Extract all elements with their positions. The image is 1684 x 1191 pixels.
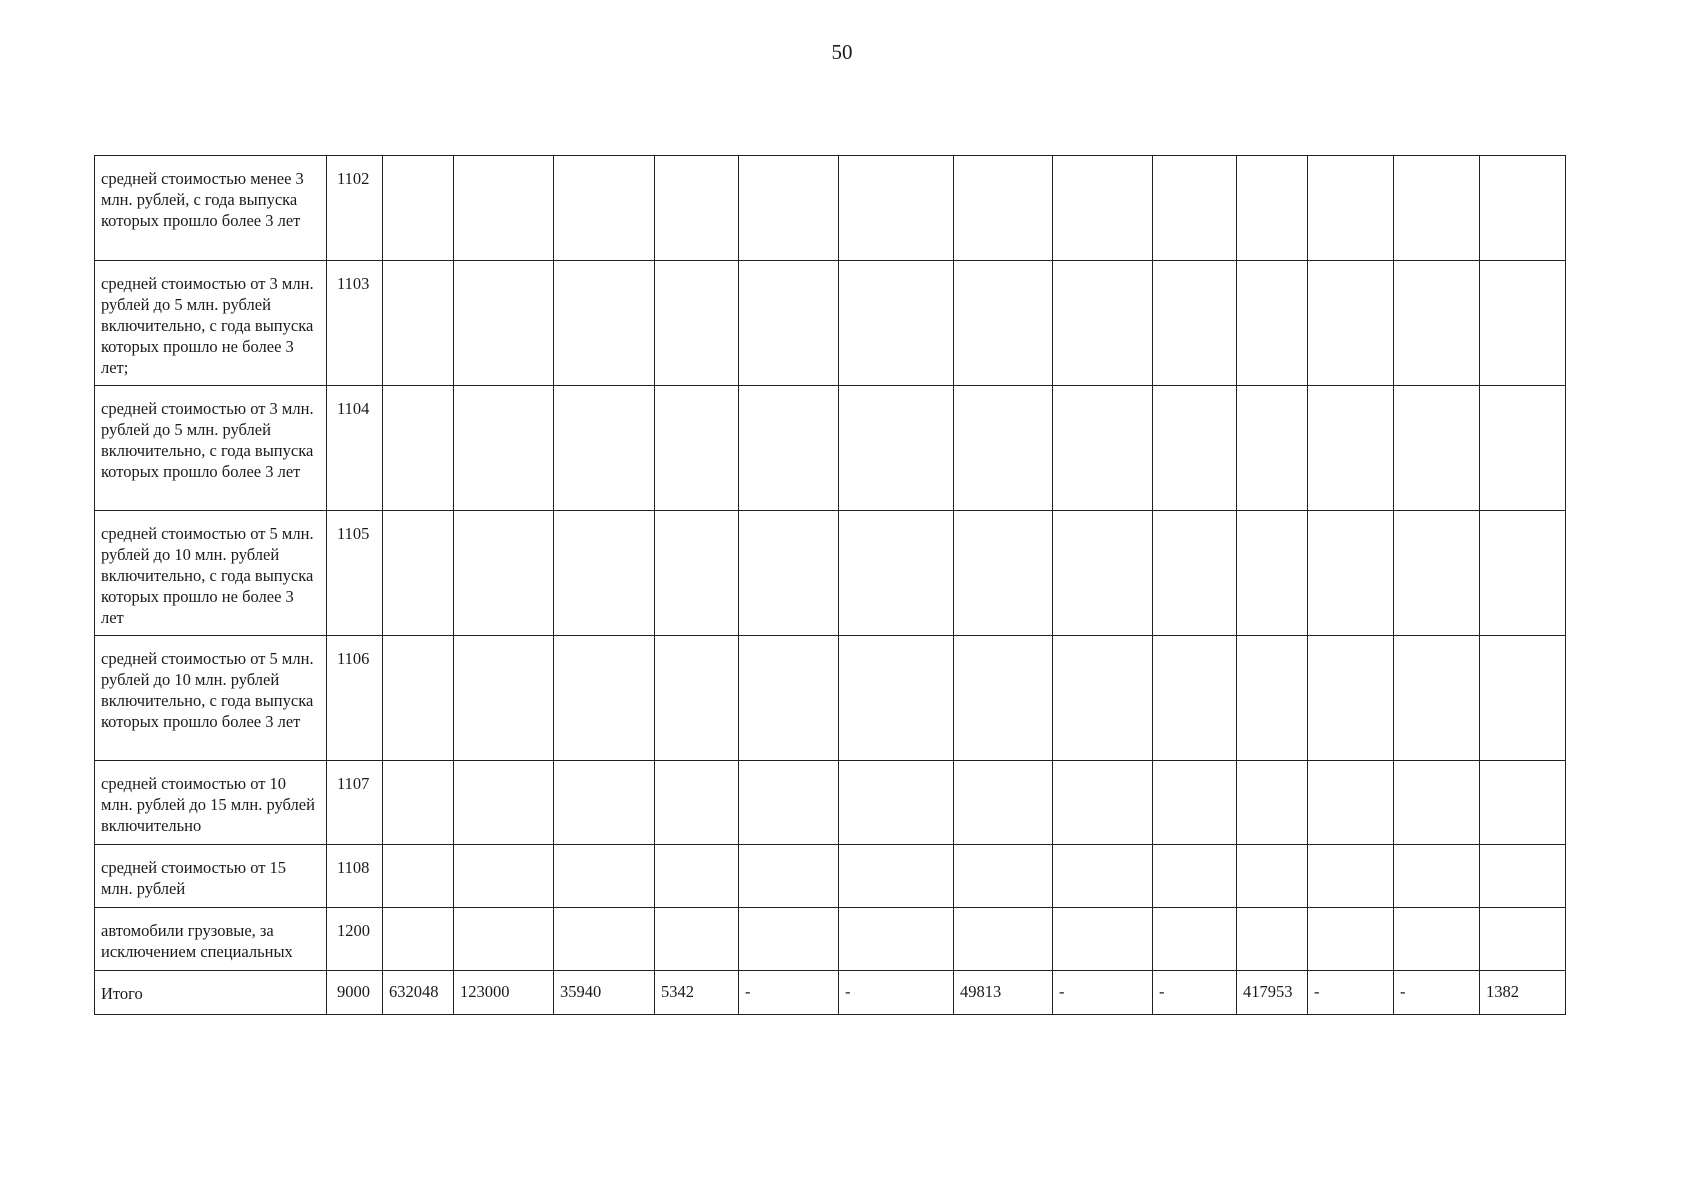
value-cell xyxy=(1153,261,1237,386)
value-cell xyxy=(1394,511,1480,636)
value-cell xyxy=(839,156,954,261)
value-cell xyxy=(1394,845,1480,908)
total-value-cell: - xyxy=(1394,971,1480,1015)
value-cell xyxy=(454,761,554,845)
total-value-cell: 35940 xyxy=(554,971,655,1015)
value-cell xyxy=(1153,156,1237,261)
row-label: средней стоимостью от 15 млн. рублей xyxy=(95,845,327,908)
value-cell xyxy=(1053,511,1153,636)
value-cell xyxy=(739,761,839,845)
value-cell xyxy=(954,636,1053,761)
value-cell xyxy=(1053,386,1153,511)
value-cell xyxy=(454,261,554,386)
value-cell xyxy=(655,511,739,636)
row-code: 1108 xyxy=(327,845,383,908)
value-cell xyxy=(554,386,655,511)
value-cell xyxy=(655,156,739,261)
total-value-cell: - xyxy=(739,971,839,1015)
row-label: средней стоимостью от 10 млн. рублей до 15 млн. рублей включительно xyxy=(95,761,327,845)
table-row xyxy=(95,511,1566,636)
value-cell xyxy=(839,636,954,761)
value-cell xyxy=(554,908,655,971)
data-table xyxy=(94,155,1566,1015)
value-cell xyxy=(1237,761,1308,845)
value-cell xyxy=(1053,761,1153,845)
value-cell xyxy=(554,156,655,261)
value-cell xyxy=(839,761,954,845)
value-cell xyxy=(954,386,1053,511)
value-cell xyxy=(1394,386,1480,511)
table-row xyxy=(95,908,1566,971)
value-cell xyxy=(383,845,454,908)
total-value-cell: - xyxy=(1153,971,1237,1015)
row-label: средней стоимостью менее 3 млн. рублей, с года выпуска которых прошло более 3 лет xyxy=(95,156,327,261)
value-cell xyxy=(1394,261,1480,386)
page-number: 50 xyxy=(831,40,853,64)
table-row xyxy=(95,845,1566,908)
value-cell xyxy=(1480,511,1566,636)
total-label: Итого xyxy=(95,971,327,1015)
value-cell xyxy=(1053,156,1153,261)
value-cell xyxy=(739,511,839,636)
value-cell xyxy=(1053,845,1153,908)
value-cell xyxy=(954,845,1053,908)
value-cell xyxy=(739,386,839,511)
value-cell xyxy=(454,156,554,261)
value-cell xyxy=(1053,636,1153,761)
total-value-cell: 632048 xyxy=(383,971,454,1015)
total-value-cell: 5342 xyxy=(655,971,739,1015)
value-cell xyxy=(1237,845,1308,908)
value-cell xyxy=(383,156,454,261)
value-cell xyxy=(839,845,954,908)
value-cell xyxy=(1153,386,1237,511)
value-cell xyxy=(1394,636,1480,761)
total-value-cell: - xyxy=(839,971,954,1015)
row-label: средней стоимостью от 3 млн. рублей до 5 млн. рублей включительно, с года выпуска которых прошло не более 3 лет; xyxy=(95,261,327,386)
value-cell xyxy=(383,636,454,761)
value-cell xyxy=(1480,845,1566,908)
value-cell xyxy=(954,761,1053,845)
value-cell xyxy=(1308,636,1394,761)
table-row xyxy=(95,386,1566,511)
total-row xyxy=(95,971,1566,1015)
value-cell xyxy=(1153,511,1237,636)
value-cell xyxy=(454,636,554,761)
total-value-cell: - xyxy=(1053,971,1153,1015)
value-cell xyxy=(655,761,739,845)
value-cell xyxy=(1153,908,1237,971)
total-value-cell: 49813 xyxy=(954,971,1053,1015)
value-cell xyxy=(554,511,655,636)
value-cell xyxy=(1394,156,1480,261)
value-cell xyxy=(1308,261,1394,386)
row-code: 1200 xyxy=(327,908,383,971)
value-cell xyxy=(655,261,739,386)
value-cell xyxy=(554,845,655,908)
value-cell xyxy=(1237,261,1308,386)
row-label: средней стоимостью от 5 млн. рублей до 10 млн. рублей включительно, с года выпуска которых прошло не более 3 лет xyxy=(95,511,327,636)
row-code: 1107 xyxy=(327,761,383,845)
row-code: 1106 xyxy=(327,636,383,761)
value-cell xyxy=(954,156,1053,261)
value-cell xyxy=(1308,845,1394,908)
row-code: 1103 xyxy=(327,261,383,386)
value-cell xyxy=(554,636,655,761)
value-cell xyxy=(954,261,1053,386)
value-cell xyxy=(655,908,739,971)
value-cell xyxy=(1308,156,1394,261)
row-code: 1105 xyxy=(327,511,383,636)
table-row xyxy=(95,761,1566,845)
total-code: 9000 xyxy=(327,971,383,1015)
value-cell xyxy=(1308,908,1394,971)
value-cell xyxy=(454,845,554,908)
value-cell xyxy=(1237,386,1308,511)
value-cell xyxy=(1308,511,1394,636)
value-cell xyxy=(454,908,554,971)
value-cell xyxy=(1480,908,1566,971)
row-label: средней стоимостью от 3 млн. рублей до 5 млн. рублей включительно, с года выпуска которых прошло более 3 лет xyxy=(95,386,327,511)
total-value-cell: 1382 xyxy=(1480,971,1566,1015)
value-cell xyxy=(1480,261,1566,386)
value-cell xyxy=(839,386,954,511)
value-cell xyxy=(1308,761,1394,845)
value-cell xyxy=(655,845,739,908)
value-cell xyxy=(655,636,739,761)
value-cell xyxy=(383,761,454,845)
value-cell xyxy=(1153,636,1237,761)
value-cell xyxy=(1237,511,1308,636)
value-cell xyxy=(739,908,839,971)
value-cell xyxy=(954,511,1053,636)
value-cell xyxy=(739,845,839,908)
row-label: автомобили грузовые, за исключением специальных xyxy=(95,908,327,971)
value-cell xyxy=(383,386,454,511)
value-cell xyxy=(1308,386,1394,511)
table-body xyxy=(95,156,1566,1015)
value-cell xyxy=(1153,761,1237,845)
total-value-cell: 417953 xyxy=(1237,971,1308,1015)
value-cell xyxy=(1237,156,1308,261)
value-cell xyxy=(1480,386,1566,511)
value-cell xyxy=(739,156,839,261)
value-cell xyxy=(554,261,655,386)
value-cell xyxy=(739,261,839,386)
value-cell xyxy=(839,908,954,971)
row-label: средней стоимостью от 5 млн. рублей до 10 млн. рублей включительно, с года выпуска которых прошло более 3 лет xyxy=(95,636,327,761)
value-cell xyxy=(1394,908,1480,971)
value-cell xyxy=(839,261,954,386)
row-code: 1104 xyxy=(327,386,383,511)
value-cell xyxy=(1394,761,1480,845)
value-cell xyxy=(383,908,454,971)
value-cell xyxy=(383,261,454,386)
row-code: 1102 xyxy=(327,156,383,261)
value-cell xyxy=(1053,908,1153,971)
value-cell xyxy=(1237,636,1308,761)
value-cell xyxy=(1237,908,1308,971)
value-cell xyxy=(454,511,554,636)
value-cell xyxy=(1480,761,1566,845)
value-cell xyxy=(383,511,454,636)
value-cell xyxy=(839,511,954,636)
value-cell xyxy=(739,636,839,761)
value-cell xyxy=(655,386,739,511)
value-cell xyxy=(1053,261,1153,386)
total-value-cell: - xyxy=(1308,971,1394,1015)
table-row xyxy=(95,636,1566,761)
table-row xyxy=(95,261,1566,386)
total-value-cell: 123000 xyxy=(454,971,554,1015)
value-cell xyxy=(1480,636,1566,761)
table-row xyxy=(95,156,1566,261)
value-cell xyxy=(1480,156,1566,261)
value-cell xyxy=(1153,845,1237,908)
value-cell xyxy=(454,386,554,511)
value-cell xyxy=(954,908,1053,971)
value-cell xyxy=(554,761,655,845)
